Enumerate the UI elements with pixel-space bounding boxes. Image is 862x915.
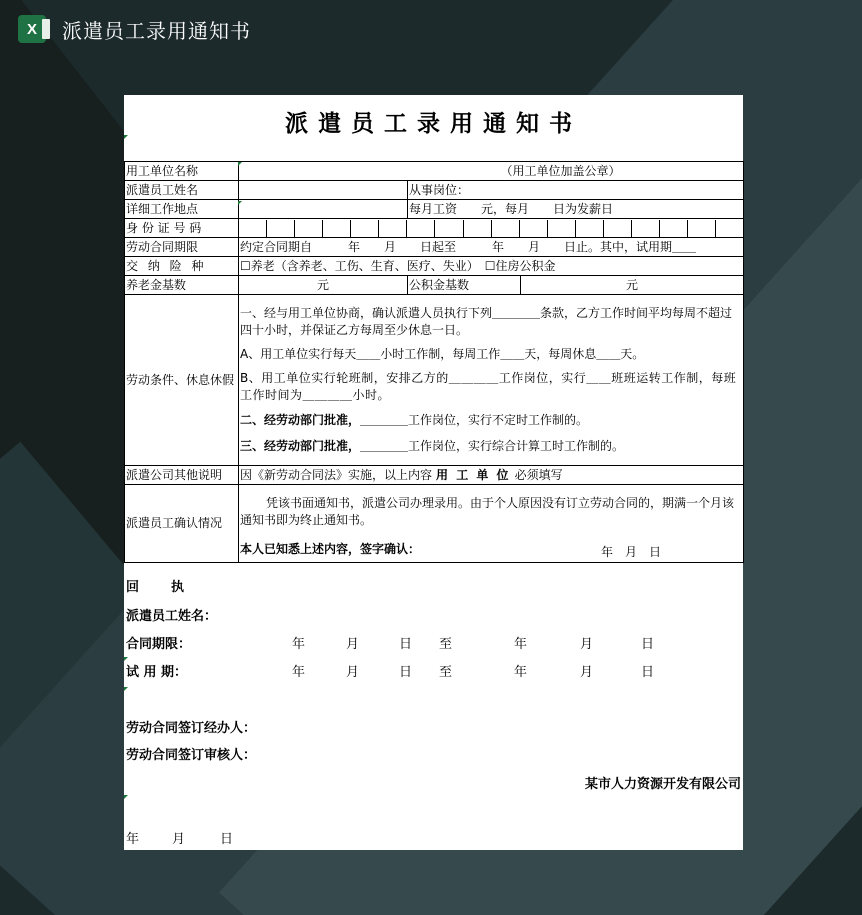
probation-day-end: 日 — [641, 665, 655, 680]
form-table — [124, 161, 744, 563]
row-name — [125, 181, 744, 200]
probation-to: 至 — [439, 665, 453, 680]
fund-unit: 元 — [521, 276, 744, 295]
cell-marker-icon — [124, 135, 128, 139]
id-label: 身 份 证 号 码 — [125, 219, 239, 238]
row-conditions — [125, 295, 744, 466]
pension-label: 养老金基数 — [125, 276, 239, 295]
header — [0, 0, 862, 58]
other-text: 因《新劳动合同法》实施，以上内容 — [240, 467, 433, 482]
employer-seal: （用工单位加盖公章） — [239, 162, 744, 181]
receipt-title: 回 执 — [126, 580, 187, 595]
confirm-text: 凭该书面通知书，派遣公司办理录用。由于个人原因没有订立劳动合同的，期满一个月该通知书即为终止通知书。 — [240, 496, 735, 527]
cond-3-bold: 三、经劳动部门批准， — [240, 439, 361, 453]
row-pension — [125, 276, 744, 295]
bottom-year: 年 — [126, 832, 140, 847]
receipt-name: 派遣员工姓名： — [126, 609, 218, 624]
contract-to: 至 — [439, 637, 453, 652]
contract-month-end: 月 — [580, 637, 594, 652]
cond-a: A、用工单位实行每天＿＿小时工作制，每周工作＿＿天，每周休息＿＿天。 — [240, 347, 645, 361]
probation-month-start: 月 — [346, 665, 360, 680]
confirm-sign: 本人已知悉上述内容，签字确认： — [240, 542, 421, 556]
cell-marker-icon — [238, 162, 242, 166]
id-cells[interactable] — [239, 219, 744, 238]
cell-marker-icon — [124, 687, 128, 691]
confirm-body — [239, 485, 744, 563]
probation-day-start: 日 — [399, 665, 413, 680]
row-employer — [125, 162, 744, 181]
contract-day-end: 日 — [641, 637, 655, 652]
probation-month-end: 月 — [580, 665, 594, 680]
cell-marker-icon — [124, 657, 128, 661]
row-confirm — [125, 485, 744, 563]
other-body — [239, 466, 744, 485]
term-text: 约定合同期自 年 月 日起至 年 月 日止。其中，试用期＿＿ — [239, 238, 744, 257]
row-id — [125, 219, 744, 238]
cond-2-rest: ＿＿＿＿工作岗位，实行不定时工作制的。 — [360, 413, 589, 427]
probation-year-end: 年 — [514, 665, 528, 680]
conditions-body — [239, 295, 744, 466]
fund-label: 公积金基数 — [408, 276, 521, 295]
post-label: 从事岗位： — [408, 181, 744, 200]
address-label: 详细工作地点 — [125, 200, 239, 219]
cond-1: 一、经与用工单位协商，确认派遣人员执行下列＿＿＿＿条款，乙方工作时间平均每周不超过四十小时，并保证乙方每周至少休息一日。 — [240, 306, 733, 337]
other-tail: 必须填写 — [514, 467, 563, 482]
confirm-date: 年 月 日 — [601, 545, 662, 559]
id-digit-boxes — [239, 220, 743, 237]
receipt-reviewer: 劳动合同签订审核人： — [126, 748, 257, 763]
excel-icon-letter: X — [26, 20, 37, 38]
receipt-handler: 劳动合同签订经办人： — [126, 721, 257, 736]
document-sheet — [124, 95, 743, 850]
cell-marker-icon — [124, 795, 128, 799]
doc-title: 派遣员工录用通知书 — [285, 110, 582, 137]
receipt-probation: 试 用 期： — [126, 665, 188, 680]
probation-year-start: 年 — [292, 665, 306, 680]
other-label: 派遣公司其他说明 — [125, 466, 239, 485]
row-other — [125, 466, 744, 485]
name-label: 派遣员工姓名 — [125, 181, 239, 200]
confirm-label: 派遣员工确认情况 — [125, 485, 239, 563]
contract-year-end: 年 — [514, 637, 528, 652]
insurance-options[interactable]: ☐养老（含养老、工伤、生育、医疗、失业） ☐住房公积金 — [239, 257, 744, 276]
name-value[interactable] — [239, 181, 408, 200]
cond-b: B、用工单位实行轮班制，安排乙方的＿＿＿＿工作岗位，实行＿＿班班运转工作制，每班工作时间为＿＿＿＿小时。 — [240, 371, 737, 402]
cell-marker-icon — [238, 201, 242, 205]
bottom-month: 月 — [172, 832, 186, 847]
contract-year-start: 年 — [292, 637, 306, 652]
address-value[interactable] — [239, 200, 408, 219]
cond-3-rest: ＿＿＿＿工作岗位，实行综合计算工时工作制的。 — [360, 439, 625, 453]
term-label: 劳动合同期限 — [125, 238, 239, 257]
employer-label: 用工单位名称 — [125, 162, 239, 181]
conditions-label: 劳动条件、休息休假 — [125, 295, 239, 466]
pension-unit: 元 — [239, 276, 408, 295]
salary-text: 每月工资 元，每月 日为发薪日 — [408, 200, 744, 219]
contract-month-start: 月 — [346, 637, 360, 652]
row-address — [125, 200, 744, 219]
contract-day-start: 日 — [399, 637, 413, 652]
app-title: 派遣员工录用通知书 — [62, 18, 251, 43]
company-name: 某市人力资源开发有限公司 — [584, 777, 741, 792]
row-insurance — [125, 257, 744, 276]
row-term — [125, 238, 744, 257]
receipt-contract: 合同期限： — [126, 637, 192, 652]
bottom-day: 日 — [220, 832, 234, 847]
other-bold: 用 工 单 位 — [436, 467, 511, 482]
insurance-label: 交 纳 险 种 — [125, 257, 239, 276]
excel-icon — [18, 15, 46, 43]
cond-2-bold: 二、经劳动部门批准， — [240, 413, 361, 427]
